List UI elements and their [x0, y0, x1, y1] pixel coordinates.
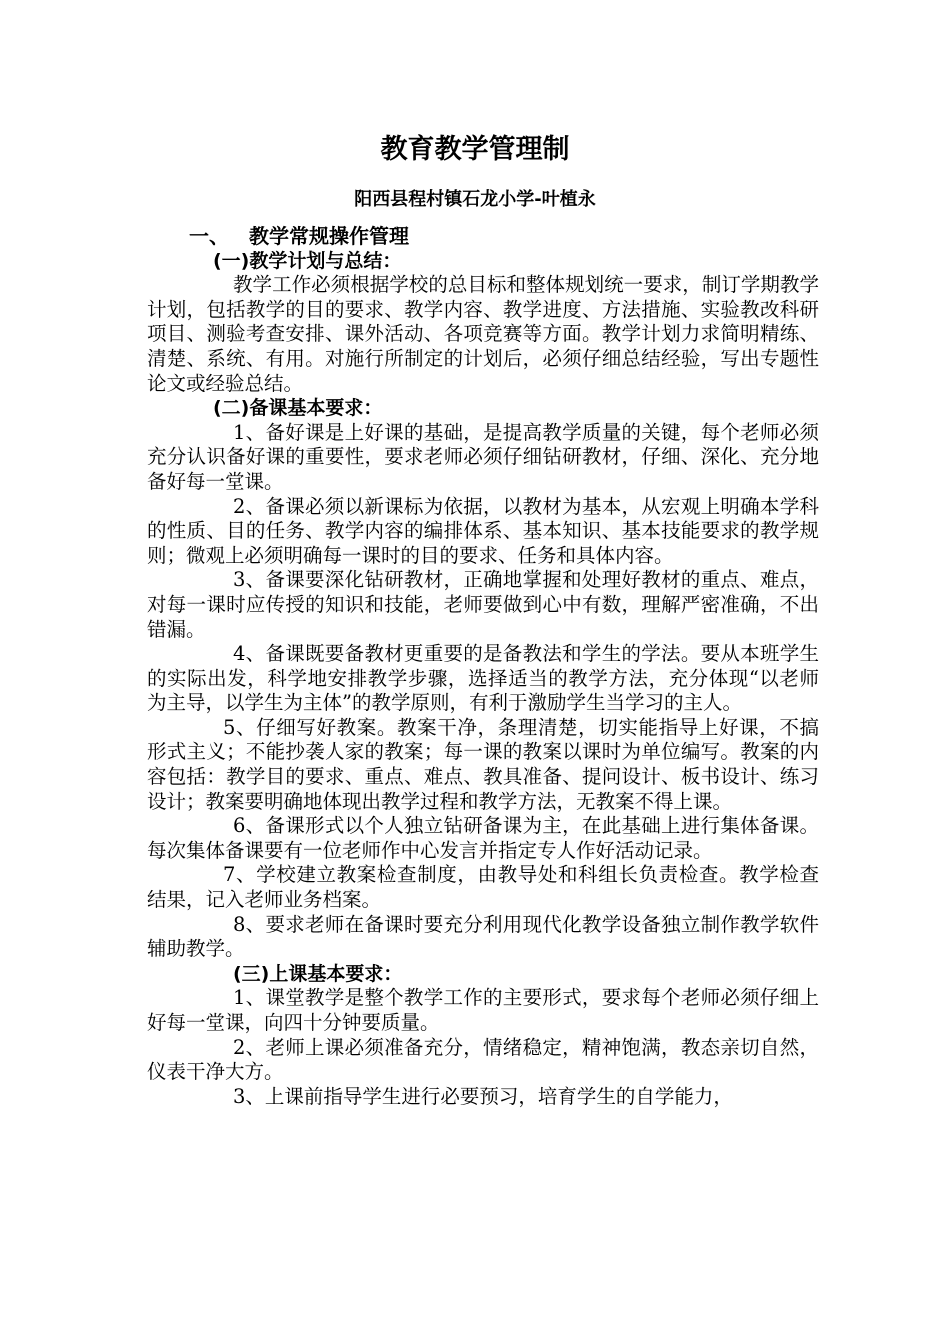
paragraph-plan: 教学工作必须根据学校的总目标和整体规划统一要求，制订学期教学计划，包括教学的目的要求、教学内容、教学进度、方法措施、实验教改科研项目、测验考查安排、课外活动、各项竞赛等方面。教学计划力求简明精练、清楚、系统、有用。对施行所制定的计划后，必须仔细总结经验，写出专题性论文或经验总结。	[147, 273, 819, 395]
paragraph-prep-8: 8、要求老师在备课时要充分利用现代化教学设备独立制作教学软件辅助教学。	[147, 912, 819, 961]
paragraph-class-2: 2、老师上课必须准备充分，情绪稳定，精神饱满，教态亲切自然，仪表干净大方。	[147, 1035, 819, 1084]
document-byline: 阳西县程村镇石龙小学-叶植永	[354, 189, 596, 210]
paragraph-prep-4: 4、备课既要备教材更重要的是备教法和学生的学法。要从本班学生的实际出发，科学地安排教学步骤，选择适当的教学方法，充分体现“以老师为主导，以学生为主体”的教学原则，有利于激励学生当学习的主人。	[147, 642, 819, 715]
section-title: 教学常规操作管理	[249, 224, 409, 248]
subsection-heading-plan: (一)教学计划与总结：	[213, 249, 402, 272]
section-number: 一、	[189, 224, 229, 248]
paragraph-class-3: 3、上课前指导学生进行必要预习，培育学生的自学能力，	[233, 1084, 733, 1108]
paragraph-class-1: 1、课堂教学是整个教学工作的主要形式，要求每个老师必须仔细上好每一堂课，向四十分钟要质量。	[147, 986, 819, 1034]
subsection-heading-class: (三)上课基本要求：	[233, 962, 403, 985]
paragraph-prep-5: 5、仔细写好教案。教案干净，条理清楚，切实能指导上好课，不搞形式主义；不能抄袭人家的教案；每一课的教案以课时为单位编写。教案的内容包括：教学目的要求、重点、难点、教具准备、提问设计、板书设计、练习设计；教案要明确地体现出教学过程和教学方法，无教案不得上课。	[147, 715, 819, 813]
subsection-heading-prep: (二)备课基本要求：	[213, 397, 383, 420]
paragraph-prep-1: 1、备好课是上好课的基础，是提高教学质量的关键，每个老师必须充分认识备好课的重要性，要求老师必须仔细钻研教材，仔细、深化、充分地备好每一堂课。	[147, 420, 819, 493]
document-title: 教育教学管理制	[380, 134, 570, 165]
paragraph-prep-3: 3、备课要深化钻研教材，正确地掌握和处理好教材的重点、难点，对每一课时应传授的知识和技能，老师要做到心中有数，理解严密准确，不出错漏。	[147, 568, 819, 641]
paragraph-prep-2: 2、备课必须以新课标为依据，以教材为基本，从宏观上明确本学科的性质、目的任务、教学内容的编排体系、基本知识、基本技能要求的教学规则；微观上必须明确每一课时的目的要求、任务和具体内容。	[147, 494, 819, 567]
paragraph-prep-7: 7、学校建立教案检查制度，由教导处和科组长负责检查。教学检查结果，记入老师业务档案。	[147, 863, 819, 912]
paragraph-prep-6: 6、备课形式以个人独立钻研备课为主，在此基础上进行集体备课。每次集体备课要有一位老师作中心发言并指定专人作好活动记录。	[147, 814, 819, 862]
document-body	[147, 224, 819, 1109]
section-heading	[147, 224, 819, 249]
